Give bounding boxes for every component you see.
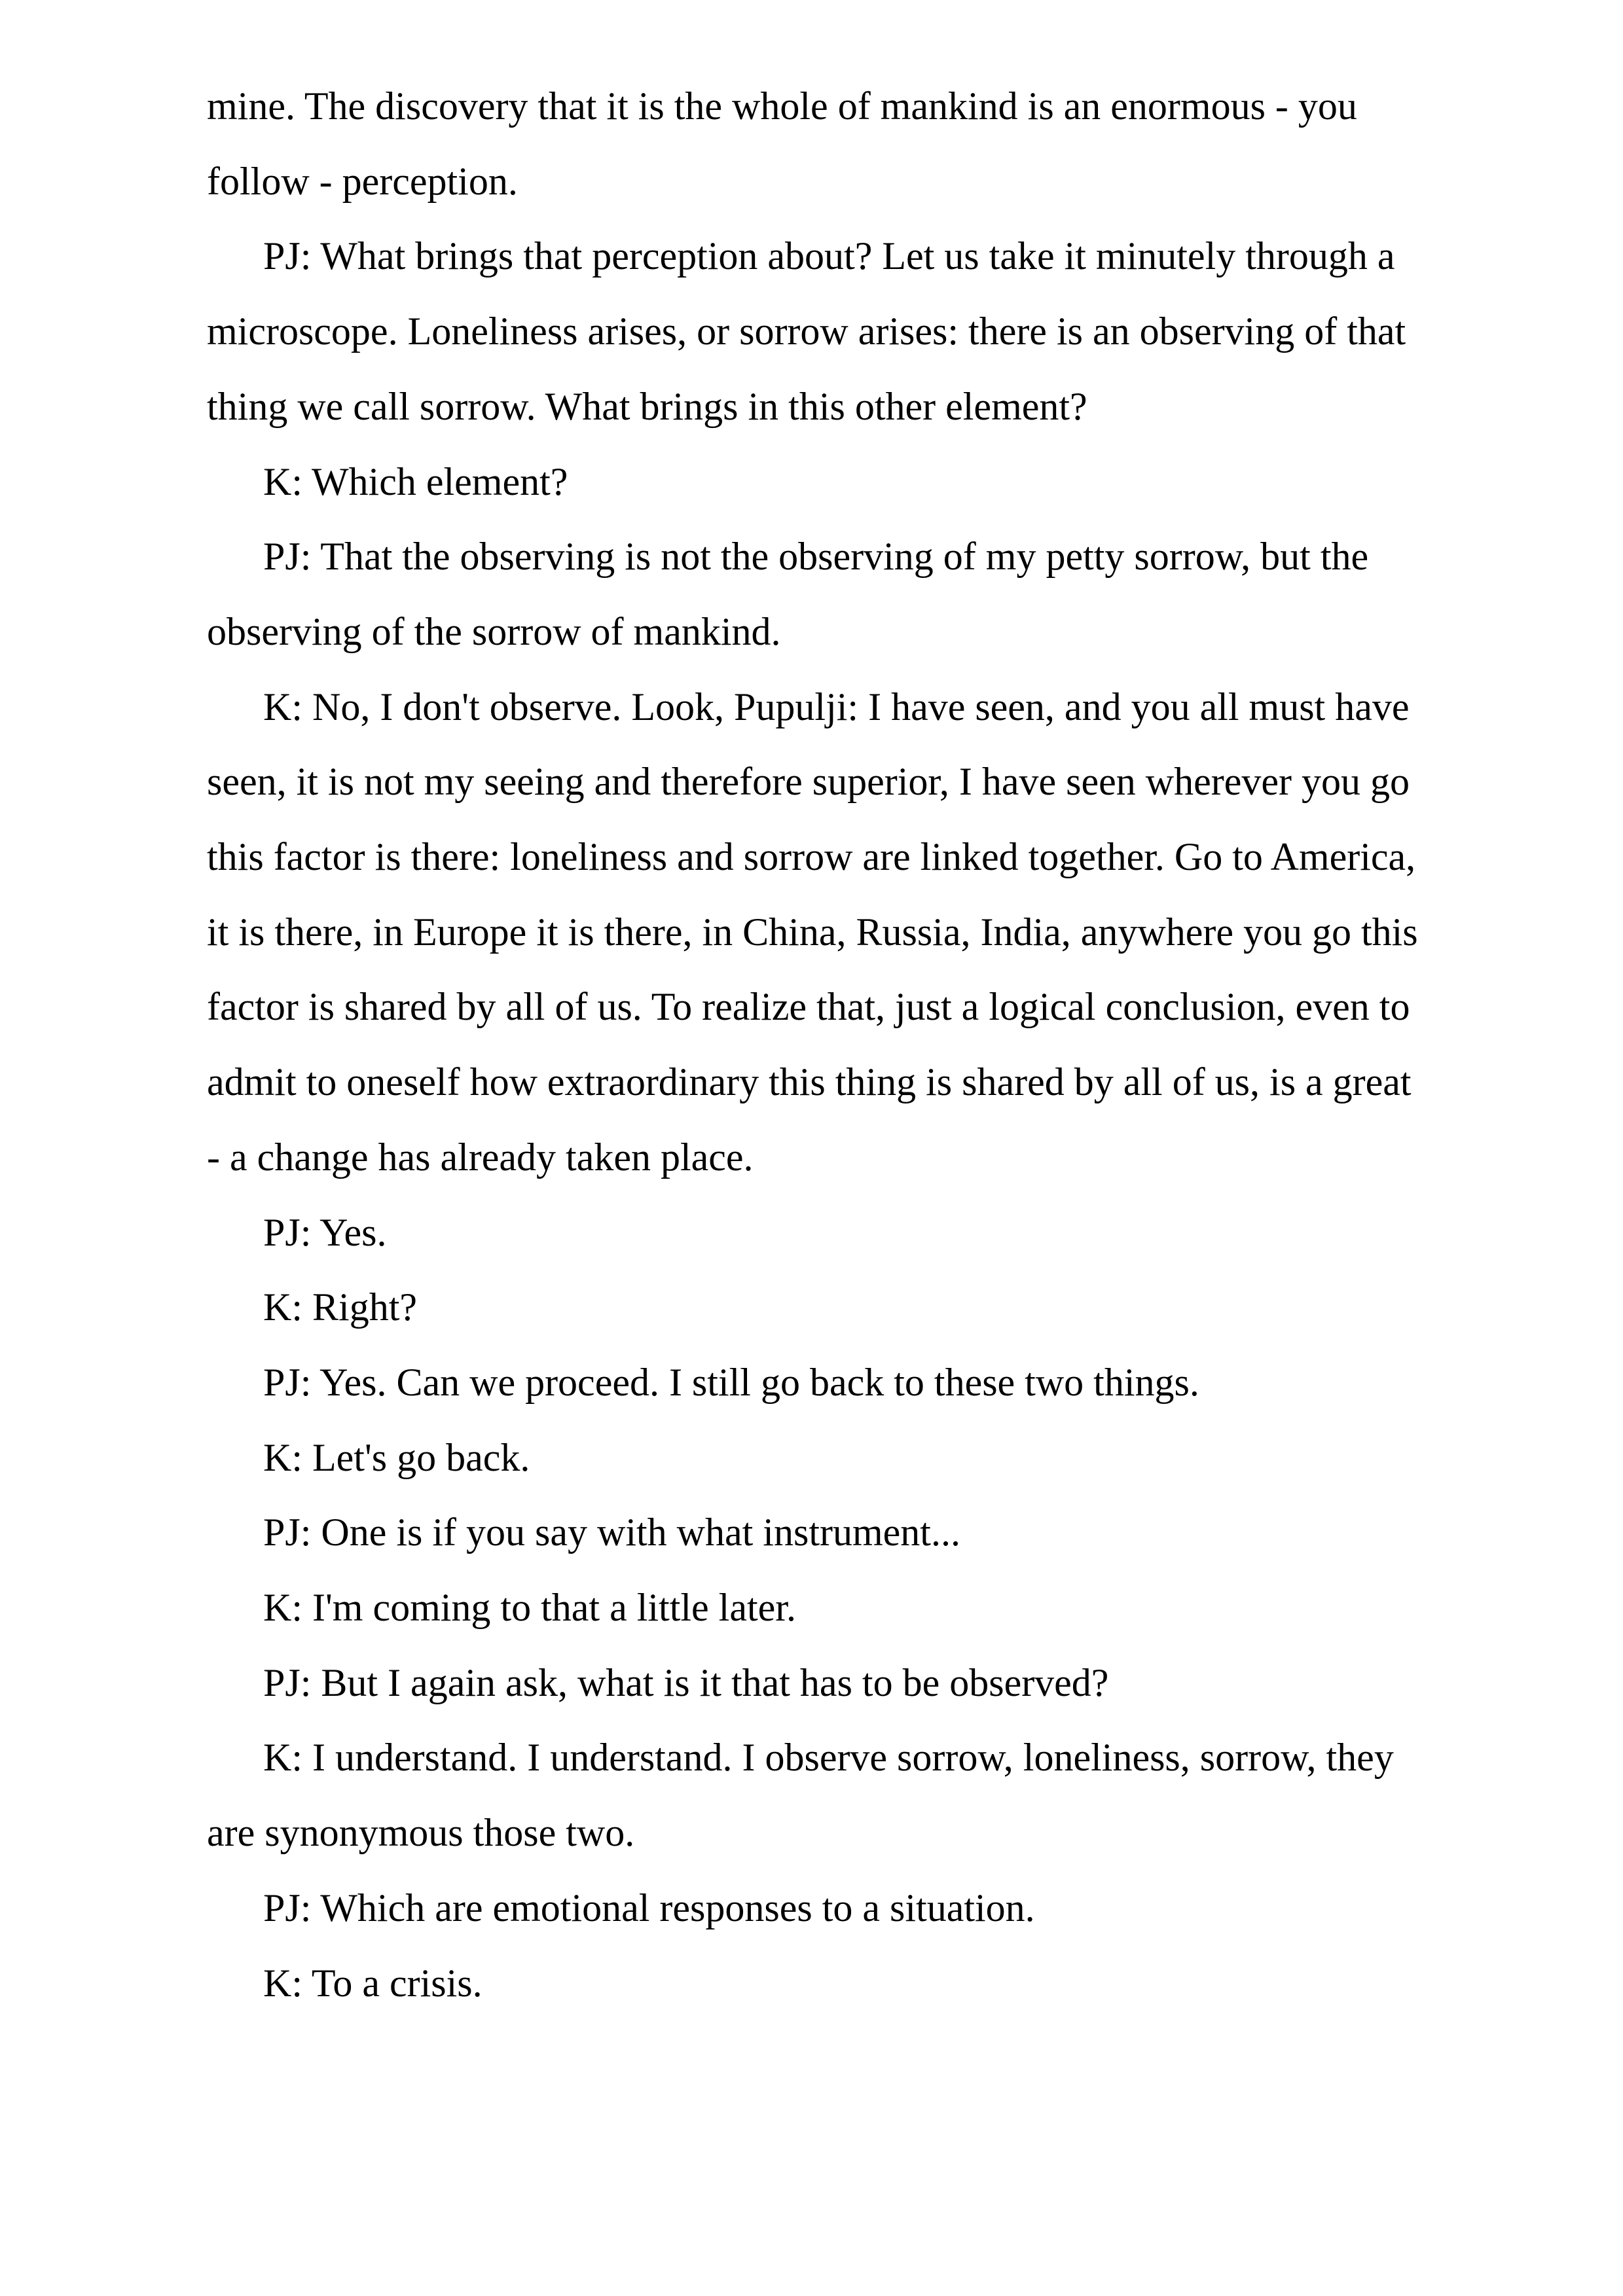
paragraph-14: PJ: Which are emotional responses to a situation. (263, 1886, 1035, 1929)
paragraph-8: PJ: Yes. Can we proceed. I still go back to these two things. (263, 1360, 1199, 1404)
paragraph-1: mine. The discovery that it is the whole of mankind is an enormous - you follow - perception. (207, 84, 1357, 203)
paragraph-9: K: Let's go back. (263, 1435, 530, 1479)
paragraph-13: K: I understand. I understand. I observe sorrow, loneliness, sorrow, they are synonymous those two. (207, 1736, 1394, 1855)
paragraph-5: K: No, I don't observe. Look, Pupulji: I have seen, and you all must have seen, it is not my seeing and therefore superior, I have seen wherever you go this factor is there: loneliness and sorrow are linked together. Go to America, it is there, in Europe it is there, in China, Russia, India, anywhere you go this factor is shared by all of us. To realize that, just a logical conclusion, even to admit to oneself how extraordinary this thing is shared by all of us, is a great - a change has already taken place. (207, 685, 1418, 1179)
paragraph-4: PJ: That the observing is not the observing of my petty sorrow, but the observing of the sorrow of mankind. (207, 535, 1369, 653)
paragraph-3: K: Which element? (263, 459, 568, 503)
paragraph-12: PJ: But I again ask, what is it that has to be observed? (263, 1660, 1109, 1704)
paragraph-6: PJ: Yes. (263, 1210, 387, 1254)
paragraph-15: K: To a crisis. (263, 1961, 483, 2005)
paragraph-7: K: Right? (263, 1285, 417, 1329)
dialogue-text (207, 69, 1425, 2020)
paragraph-11: K: I'm coming to that a little later. (263, 1586, 796, 1630)
paragraph-2: PJ: What brings that perception about? Let us take it minutely through a microscope. Loneliness arises, or sorrow arises: there is an observing of that thing we call sorrow. What brings in this other element? (207, 234, 1406, 428)
paragraph-10: PJ: One is if you say with what instrument... (263, 1511, 960, 1554)
